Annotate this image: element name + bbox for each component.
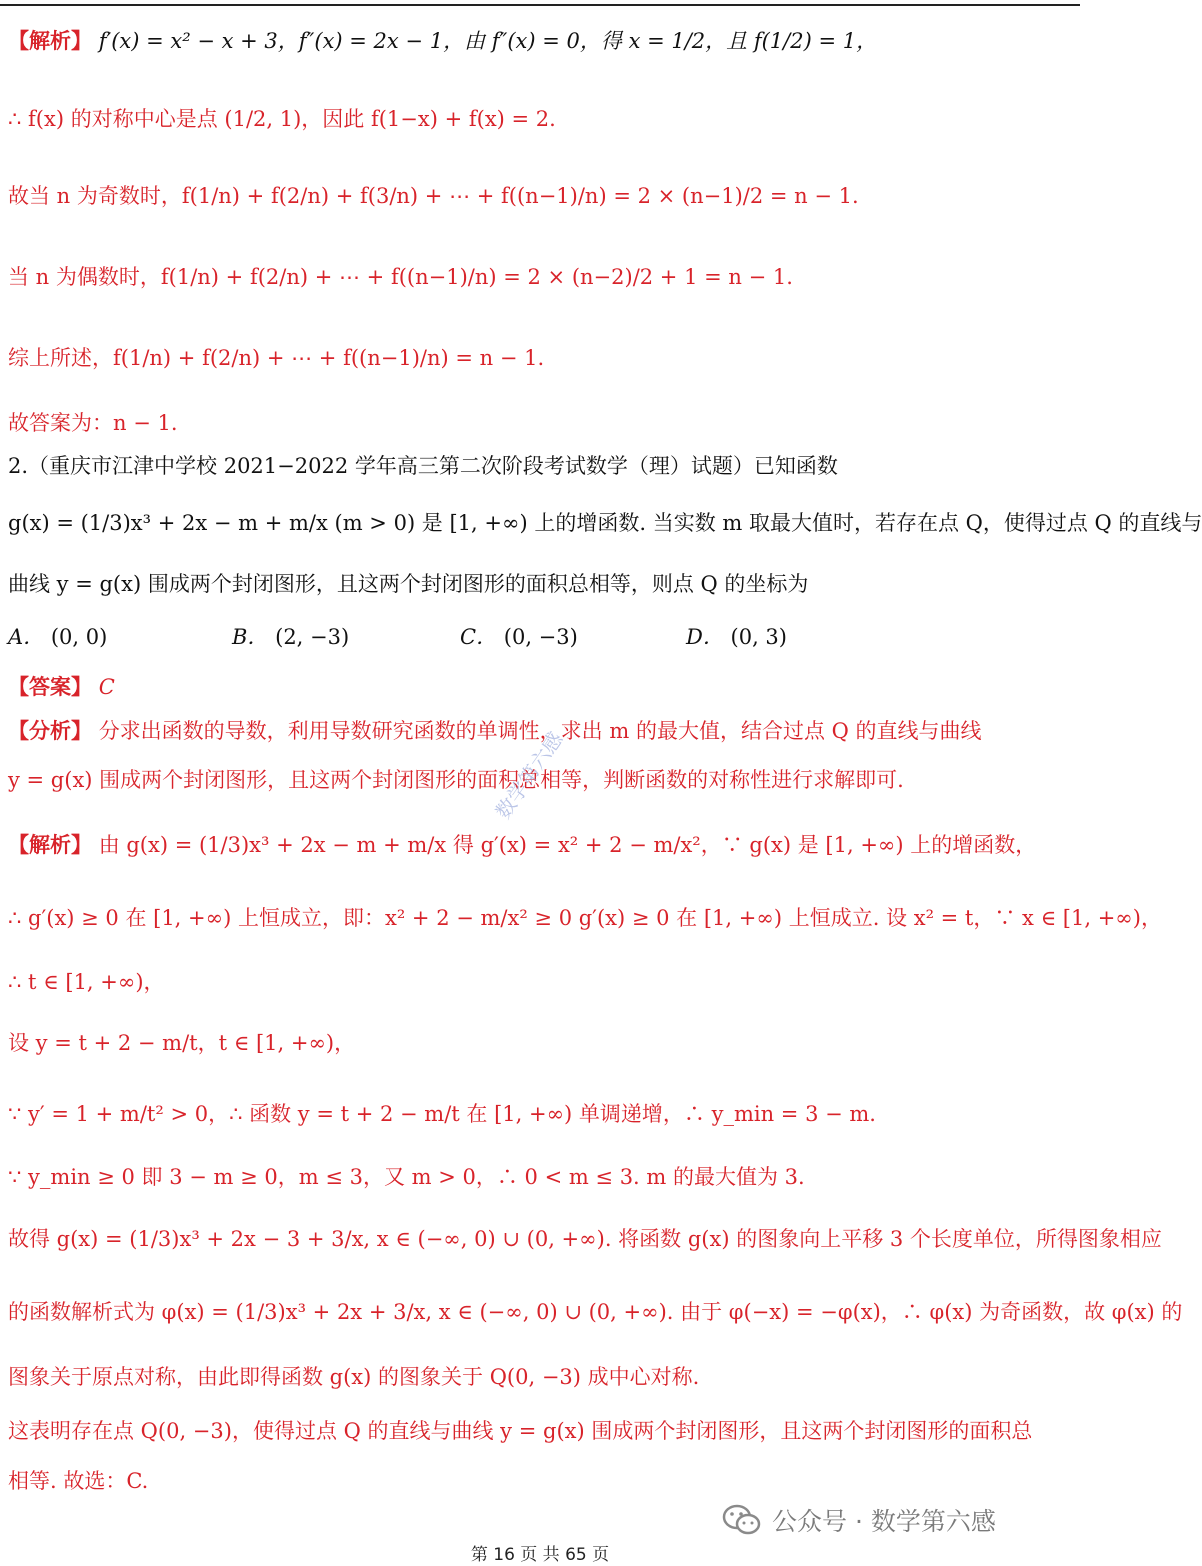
brand-text: 公众号 · 数学第六感	[772, 1507, 996, 1536]
option-a	[8, 622, 107, 652]
question-line-1: 2.（重庆市江津中学校 2021−2022 学年高三第二次阶段考试数学（理）试题）已知函数	[8, 454, 838, 478]
page-footer: 第 16 页 共 65 页	[470, 1545, 610, 1565]
option-c-value: (0, −3)	[503, 625, 578, 649]
solution-line-10: 这表明存在点 Q(0, −3)，使得过点 Q 的直线与曲线 y = g(x) 围成两个封闭图形，且这两个封闭图形的面积总	[8, 1419, 1033, 1443]
solution-text-1: 由 g(x) = (1/3)x³ + 2x − m + m/x 得 g′(x) = x² + 2 − m/x²，∵ g(x) 是 [1, +∞) 上的增函数，	[98, 833, 1037, 857]
option-b	[232, 622, 349, 652]
option-b-label: B．	[232, 625, 269, 649]
solution-line-1	[8, 830, 1074, 860]
prev-solution-line-2: ∴ f(x) 的对称中心是点 (1/2, 1)，因此 f(1−x) + f(x) = 2.	[8, 107, 556, 131]
option-d-value: (0, 3)	[730, 625, 787, 649]
option-c	[460, 622, 578, 652]
prev-solution-line-4: 当 n 为偶数时，f(1/n) + f(2/n) + ⋯ + f((n−1)/n) = 2 × (n−2)/2 + 1 = n − 1.	[8, 265, 793, 289]
answer-value: C	[98, 675, 115, 699]
wechat-icon	[722, 1503, 762, 1537]
watermark: 数学第六感	[490, 727, 568, 824]
option-c-label: C．	[460, 625, 498, 649]
answer-tag: 【答案】	[8, 674, 92, 699]
option-d	[686, 622, 787, 652]
solution-tag: 【解析】	[8, 28, 92, 53]
analysis-line-2: y = g(x) 围成两个封闭图形，且这两个封闭图形的面积总相等，判断函数的对称性进行求解即可.	[8, 768, 904, 792]
answer-line	[8, 672, 1074, 702]
solution-line-7: 故得 g(x) = (1/3)x³ + 2x − 3 + 3/x, x ∈ (−∞, 0) ∪ (0, +∞). 将函数 g(x) 的图象向上平移 3 个长度单位，所得图象相应	[8, 1227, 1162, 1251]
analysis-text-1: 分求出函数的导数，利用导数研究函数的单调性，求出 m 的最大值，结合过点 Q 的直线与曲线	[98, 719, 982, 743]
solution-line-11: 相等. 故选：C.	[8, 1469, 149, 1493]
option-d-label: D．	[686, 625, 724, 649]
prev-solution-line-5: 综上所述，f(1/n) + f(2/n) + ⋯ + f((n−1)/n) = n − 1.	[8, 346, 545, 370]
question-line-2: g(x) = (1/3)x³ + 2x − m + m/x (m > 0) 是 [1, +∞) 上的增函数. 当实数 m 取最大值时，若存在点 Q，使得过点 Q 的直线与	[8, 511, 1202, 535]
solution-line-5: ∵ y′ = 1 + m/t² > 0，∴ 函数 y = t + 2 − m/t 在 [1, +∞) 单调递增，∴ y_min = 3 − m.	[8, 1102, 876, 1126]
option-b-value: (2, −3)	[275, 625, 350, 649]
prev-solution-line-1	[8, 26, 1074, 56]
top-rule	[0, 4, 1080, 6]
brand-mark	[722, 1502, 996, 1538]
option-a-label: A．	[8, 625, 45, 649]
prev-solution-line-6: 故答案为：n − 1.	[8, 411, 178, 435]
solution-line-3: ∴ t ∈ [1, +∞)，	[8, 970, 165, 994]
solution-line-4: 设 y = t + 2 − m/t，t ∈ [1, +∞)，	[8, 1031, 356, 1055]
solution-line-8: 的函数解析式为 φ(x) = (1/3)x³ + 2x + 3/x, x ∈ (−∞, 0) ∪ (0, +∞). 由于 φ(−x) = −φ(x)，∴ φ(x) 为奇函数，故 φ(x) 的	[8, 1300, 1183, 1324]
solution-line-2: ∴ g′(x) ≥ 0 在 [1, +∞) 上恒成立，即：x² + 2 − m/x² ≥ 0 g′(x) ≥ 0 在 [1, +∞) 上恒成立. 设 x² = t，∵ x ∈ [1, +∞)，	[8, 906, 1162, 930]
solution-line-9: 图象关于原点对称，由此即得函数 g(x) 的图象关于 Q(0, −3) 成中心对称.	[8, 1365, 700, 1389]
question-line-3: 曲线 y = g(x) 围成两个封闭图形，且这两个封闭图形的面积总相等，则点 Q 的坐标为	[8, 572, 809, 596]
solution-line-6: ∵ y_min ≥ 0 即 3 − m ≥ 0，m ≤ 3，又 m > 0，∴ 0 < m ≤ 3. m 的最大值为 3.	[8, 1165, 805, 1189]
solution-main-tag: 【解析】	[8, 832, 92, 857]
prev-solution-line-3: 故当 n 为奇数时，f(1/n) + f(2/n) + f(3/n) + ⋯ + f((n−1)/n) = 2 × (n−1)/2 = n − 1.	[8, 184, 859, 208]
prev-solution-text-1: f′(x) = x² − x + 3，f″(x) = 2x − 1，由 f″(x) = 0，得 x = 1/2，且 f(1/2) = 1，	[98, 29, 878, 53]
analysis-tag: 【分析】	[8, 718, 92, 743]
option-a-value: (0, 0)	[50, 625, 108, 649]
